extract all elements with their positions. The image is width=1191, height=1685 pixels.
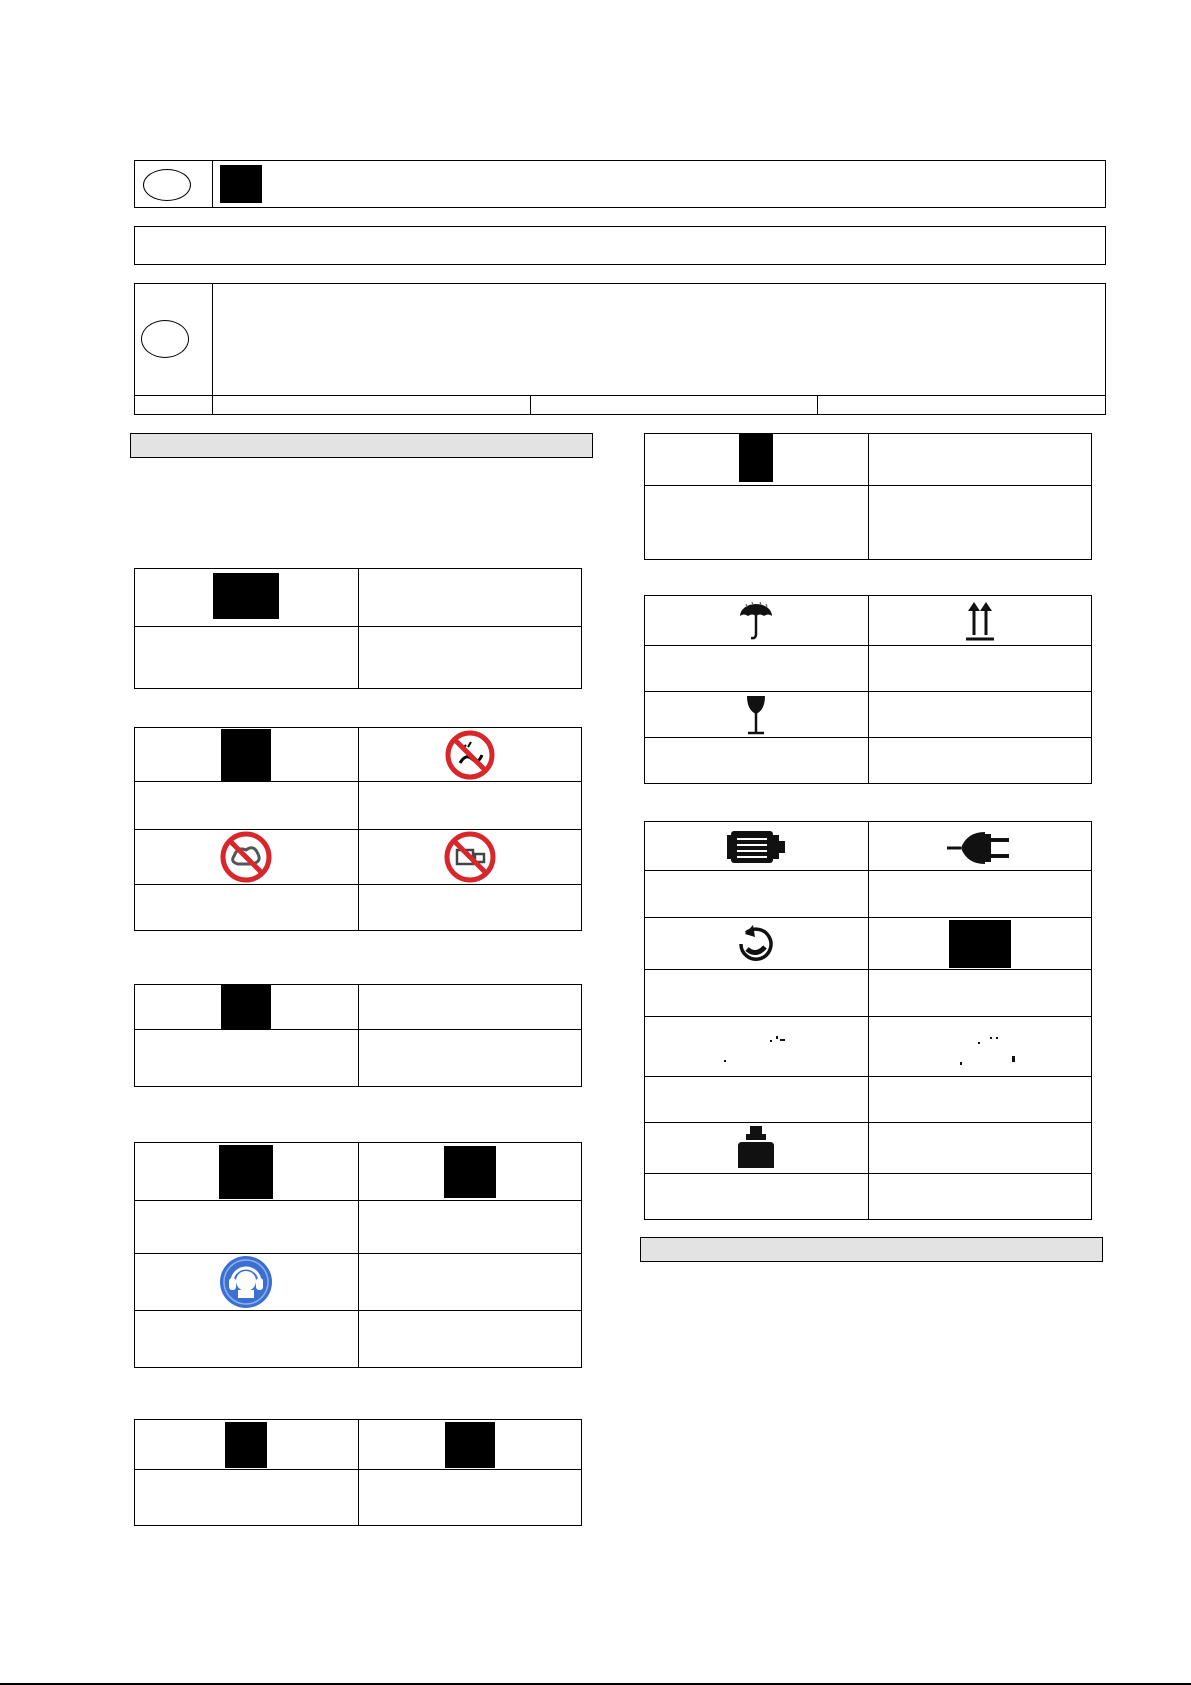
header-title-row	[134, 160, 1106, 208]
label-cell	[868, 871, 1092, 918]
symbol-table-5	[134, 1419, 582, 1526]
label-cell	[868, 1174, 1092, 1220]
symbol-table-1	[134, 568, 582, 689]
symbol-cell	[135, 1143, 359, 1201]
symbol-table-6	[644, 433, 1092, 560]
symbol-cell	[358, 1420, 582, 1470]
label-cell	[358, 1201, 582, 1254]
this-side-up-arrows-icon	[962, 599, 998, 643]
hearing-protection-icon	[218, 1254, 274, 1310]
rotation-arrow-icon	[731, 919, 781, 969]
label-cell	[645, 486, 869, 560]
header-black-badge	[220, 165, 262, 203]
label-cell	[645, 1174, 869, 1220]
label-cell	[868, 646, 1092, 692]
label-cell	[358, 1470, 582, 1526]
symbol-cell	[135, 728, 359, 782]
detail-oval-marker	[141, 320, 189, 358]
label-cell	[135, 782, 359, 830]
label-cell	[135, 1201, 359, 1254]
symbol-cell	[135, 830, 359, 885]
symbol-cell	[645, 822, 869, 871]
header-oval-marker	[143, 169, 191, 201]
symbol-cell	[358, 728, 582, 782]
faint-marks	[696, 1022, 816, 1072]
label-cell	[135, 1311, 359, 1368]
symbol-cell	[645, 918, 869, 970]
symbol-table-3	[134, 984, 582, 1087]
symbol-cell	[868, 918, 1092, 970]
symbol-cell	[645, 434, 869, 486]
motor-icon	[725, 825, 787, 867]
no-machine-icon	[443, 830, 497, 884]
header-info-row	[134, 226, 1106, 265]
right-section-bar	[640, 1237, 1103, 1262]
symbol-cell	[645, 1123, 869, 1174]
description-cell	[358, 1254, 582, 1311]
label-cell	[135, 627, 359, 689]
label-cell	[868, 486, 1092, 560]
symbol-cell	[358, 1143, 582, 1201]
symbol-cell	[358, 830, 582, 885]
power-plug-icon	[945, 826, 1015, 866]
label-cell	[645, 738, 869, 784]
no-steam-icon	[219, 830, 273, 884]
label-cell	[645, 970, 869, 1017]
symbol-cell	[868, 1017, 1092, 1077]
symbol-table-2	[134, 727, 582, 931]
label-cell	[868, 970, 1092, 1017]
symbol-cell	[868, 822, 1092, 871]
description-cell	[358, 985, 582, 1030]
left-section-bar	[130, 433, 593, 458]
description-cell	[868, 1123, 1092, 1174]
handling-symbols-table	[644, 595, 1092, 784]
label-cell	[358, 1311, 582, 1368]
label-cell	[645, 646, 869, 692]
faint-marks	[920, 1022, 1040, 1072]
equipment-symbols-table	[644, 821, 1092, 1220]
symbol-cell	[135, 1254, 359, 1311]
description-cell	[868, 692, 1092, 738]
label-cell	[358, 627, 582, 689]
label-cell	[135, 885, 359, 931]
label-cell	[645, 871, 869, 918]
label-cell	[868, 1077, 1092, 1123]
header-detail-block	[134, 283, 1106, 415]
label-cell	[358, 782, 582, 830]
fragile-glass-icon	[741, 694, 771, 736]
symbol-cell	[135, 985, 359, 1030]
symbol-cell	[645, 596, 869, 646]
symbol-cell	[135, 1420, 359, 1470]
label-cell	[135, 1470, 359, 1526]
symbol-cell	[868, 596, 1092, 646]
weight-icon	[736, 1124, 776, 1172]
no-water-spray-icon	[444, 729, 496, 781]
label-cell	[358, 1030, 582, 1087]
label-cell	[135, 1030, 359, 1087]
symbol-cell	[645, 1017, 869, 1077]
label-cell	[645, 1077, 869, 1123]
umbrella-keep-dry-icon	[736, 600, 776, 642]
symbol-cell	[645, 692, 869, 738]
description-cell	[868, 434, 1092, 486]
label-cell	[358, 885, 582, 931]
label-cell	[868, 738, 1092, 784]
symbol-cell	[135, 569, 359, 627]
symbol-table-4	[134, 1142, 582, 1368]
description-cell	[358, 569, 582, 627]
